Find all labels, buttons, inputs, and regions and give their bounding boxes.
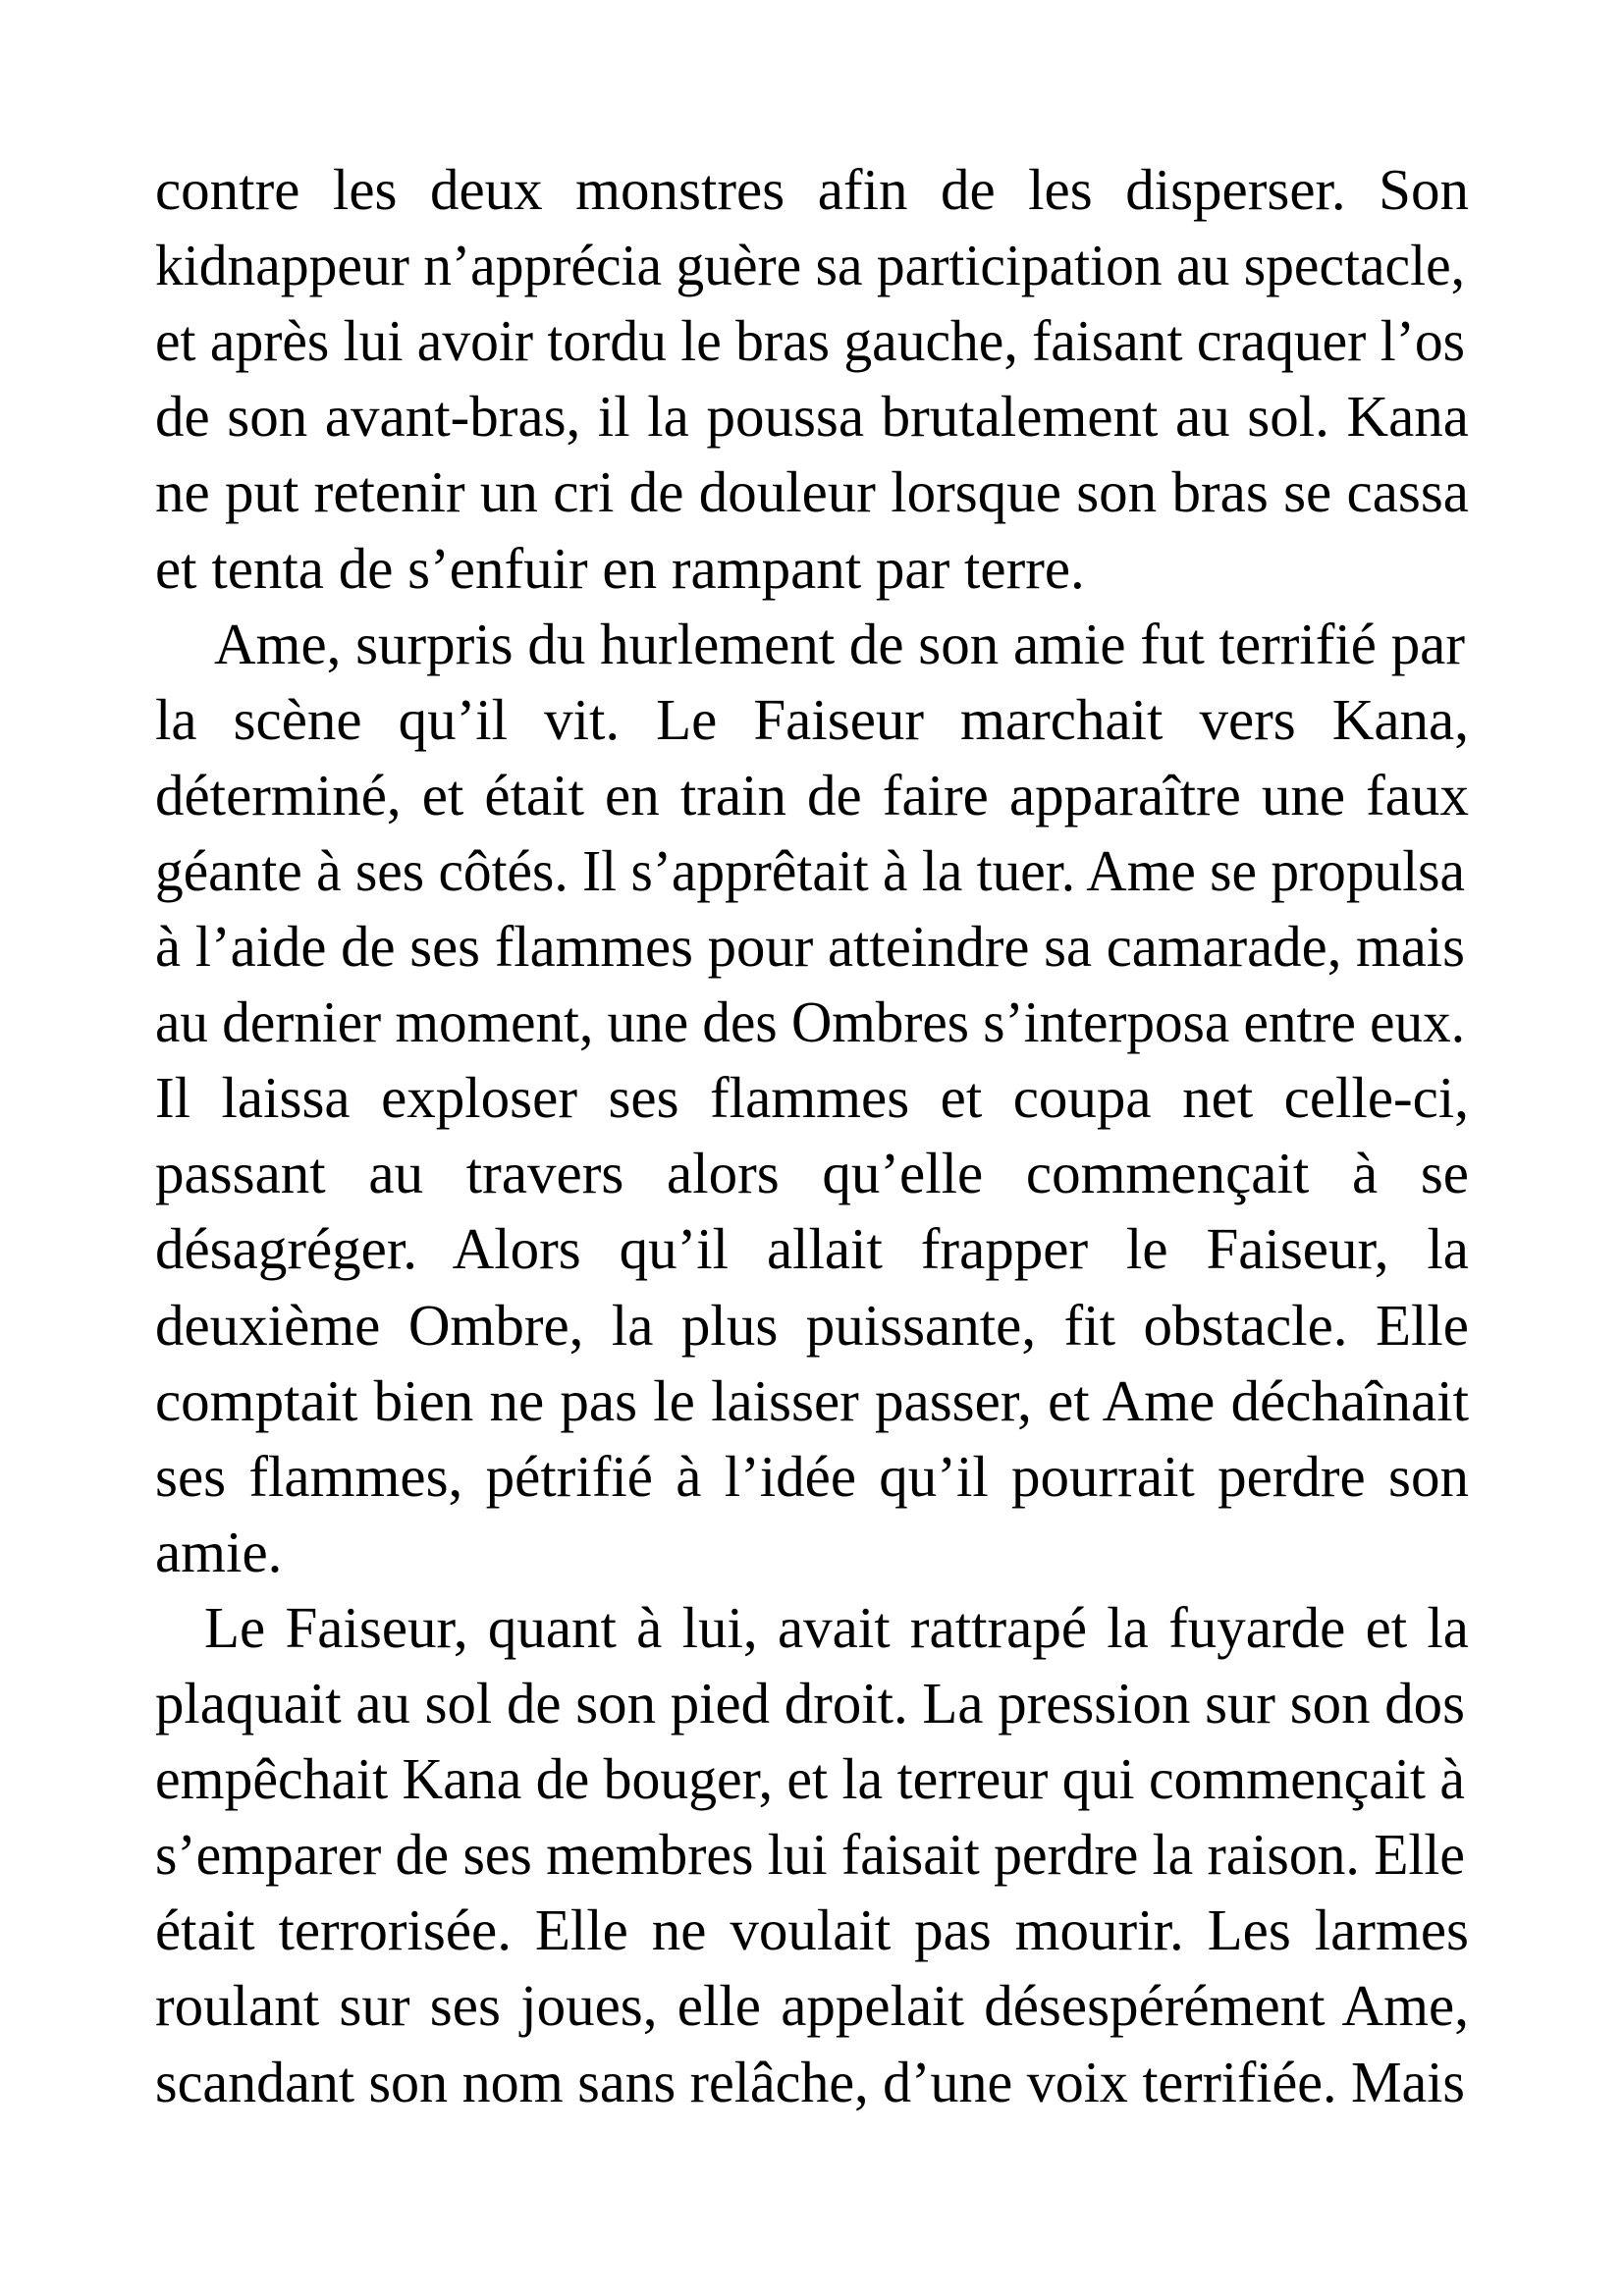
text-line-content: contre les deux monstres afin de les disperser. Son (155, 157, 1469, 222)
text-line-content: était terrorisée. Elle ne voulait pas mourir. Les larmes (155, 1897, 1469, 1963)
text-line (155, 228, 1469, 303)
text-line (155, 1363, 1469, 1439)
text-line (155, 1439, 1469, 1515)
text-line-content: comptait bien ne pas le laisser passer, et Ame déchaînait (155, 1367, 1469, 1433)
text-line-content: Le Faiseur, quant à lui, avait rattrapé la fuyarde et la (204, 1594, 1469, 1660)
text-line (214, 607, 1469, 682)
text-line-content: scandant son nom sans relâche, d’une voix terrifiée. Mais (155, 2049, 1465, 2114)
text-line-content: de son avant-bras, il la poussa brutalement au sol. Kana (155, 384, 1469, 450)
text-line (155, 1211, 1469, 1287)
text-line (155, 682, 1469, 758)
text-line (155, 303, 1469, 379)
text-line (155, 1515, 1469, 1590)
text-line-content: kidnappeur n’apprécia guère sa participation au spectacle, (155, 233, 1465, 298)
text-line (155, 985, 1469, 1060)
text-line-content: géante à ses côtés. Il s’apprêtait à la tuer. Ame se propulsa (155, 837, 1465, 903)
text-line (155, 152, 1469, 228)
text-line (155, 1893, 1469, 1968)
text-line-content: empêchait Kana de bouger, et la terreur qui commençait à (155, 1746, 1465, 1812)
text-line-content: au dernier moment, une des Ombres s’interposa entre eux. (155, 989, 1465, 1055)
text-line-content: amie. (155, 1519, 283, 1584)
text-line-content: ne put retenir un cri de douleur lorsque son bras se cassa (155, 459, 1469, 525)
text-line-content: ses flammes, pétrifié à l’idée qu’il pourrait perdre son (155, 1443, 1469, 1509)
text-line (155, 833, 1469, 909)
text-line (155, 909, 1469, 985)
text-line-content: deuxième Ombre, la plus puissante, fit obstacle. Elle (155, 1292, 1469, 1358)
text-line-content: Il laissa exploser ses flammes et coupa net celle-ci, (155, 1065, 1469, 1131)
text-line-content: passant au travers alors qu’elle commençait à se (155, 1141, 1469, 1206)
text-line (155, 1060, 1469, 1136)
text-line-content: la scène qu’il vit. Le Faiseur marchait vers Kana, (155, 686, 1469, 752)
text-line-content: désagréger. Alors qu’il allait frapper le Faiseur, la (155, 1216, 1469, 1282)
text-line-content: déterminé, et était en train de faire apparaître une faux (155, 762, 1469, 828)
text-line-content: et après lui avoir tordu le bras gauche, faisant craquer l’os (155, 308, 1465, 374)
text-line (155, 1666, 1469, 1741)
text-line-content: roulant sur ses joues, elle appelait désespérément Ame, (155, 1973, 1469, 2039)
text-line (204, 1590, 1469, 1666)
text-line (155, 1136, 1469, 1211)
text-line (155, 1817, 1469, 1893)
text-line (155, 379, 1469, 454)
text-line-content: et tenta de s’enfuir en rampant par terre. (155, 535, 1085, 601)
text-line (155, 758, 1469, 833)
text-line (155, 454, 1469, 530)
text-line-content: Ame, surpris du hurlement de son amie fut terrifié par (214, 611, 1465, 676)
text-line (155, 531, 1469, 607)
text-line (155, 1288, 1469, 1363)
text-line (155, 1968, 1469, 2044)
text-line-content: plaquait au sol de son pied droit. La pression sur son dos (155, 1671, 1465, 1735)
text-line-content: s’emparer de ses membres lui faisait perdre la raison. Elle (155, 1822, 1465, 1888)
body-text (155, 0, 1469, 2296)
text-line-content: à l’aide de ses flammes pour atteindre sa camarade, mais (155, 914, 1465, 979)
text-line (155, 1741, 1469, 1817)
text-line (155, 2045, 1469, 2120)
